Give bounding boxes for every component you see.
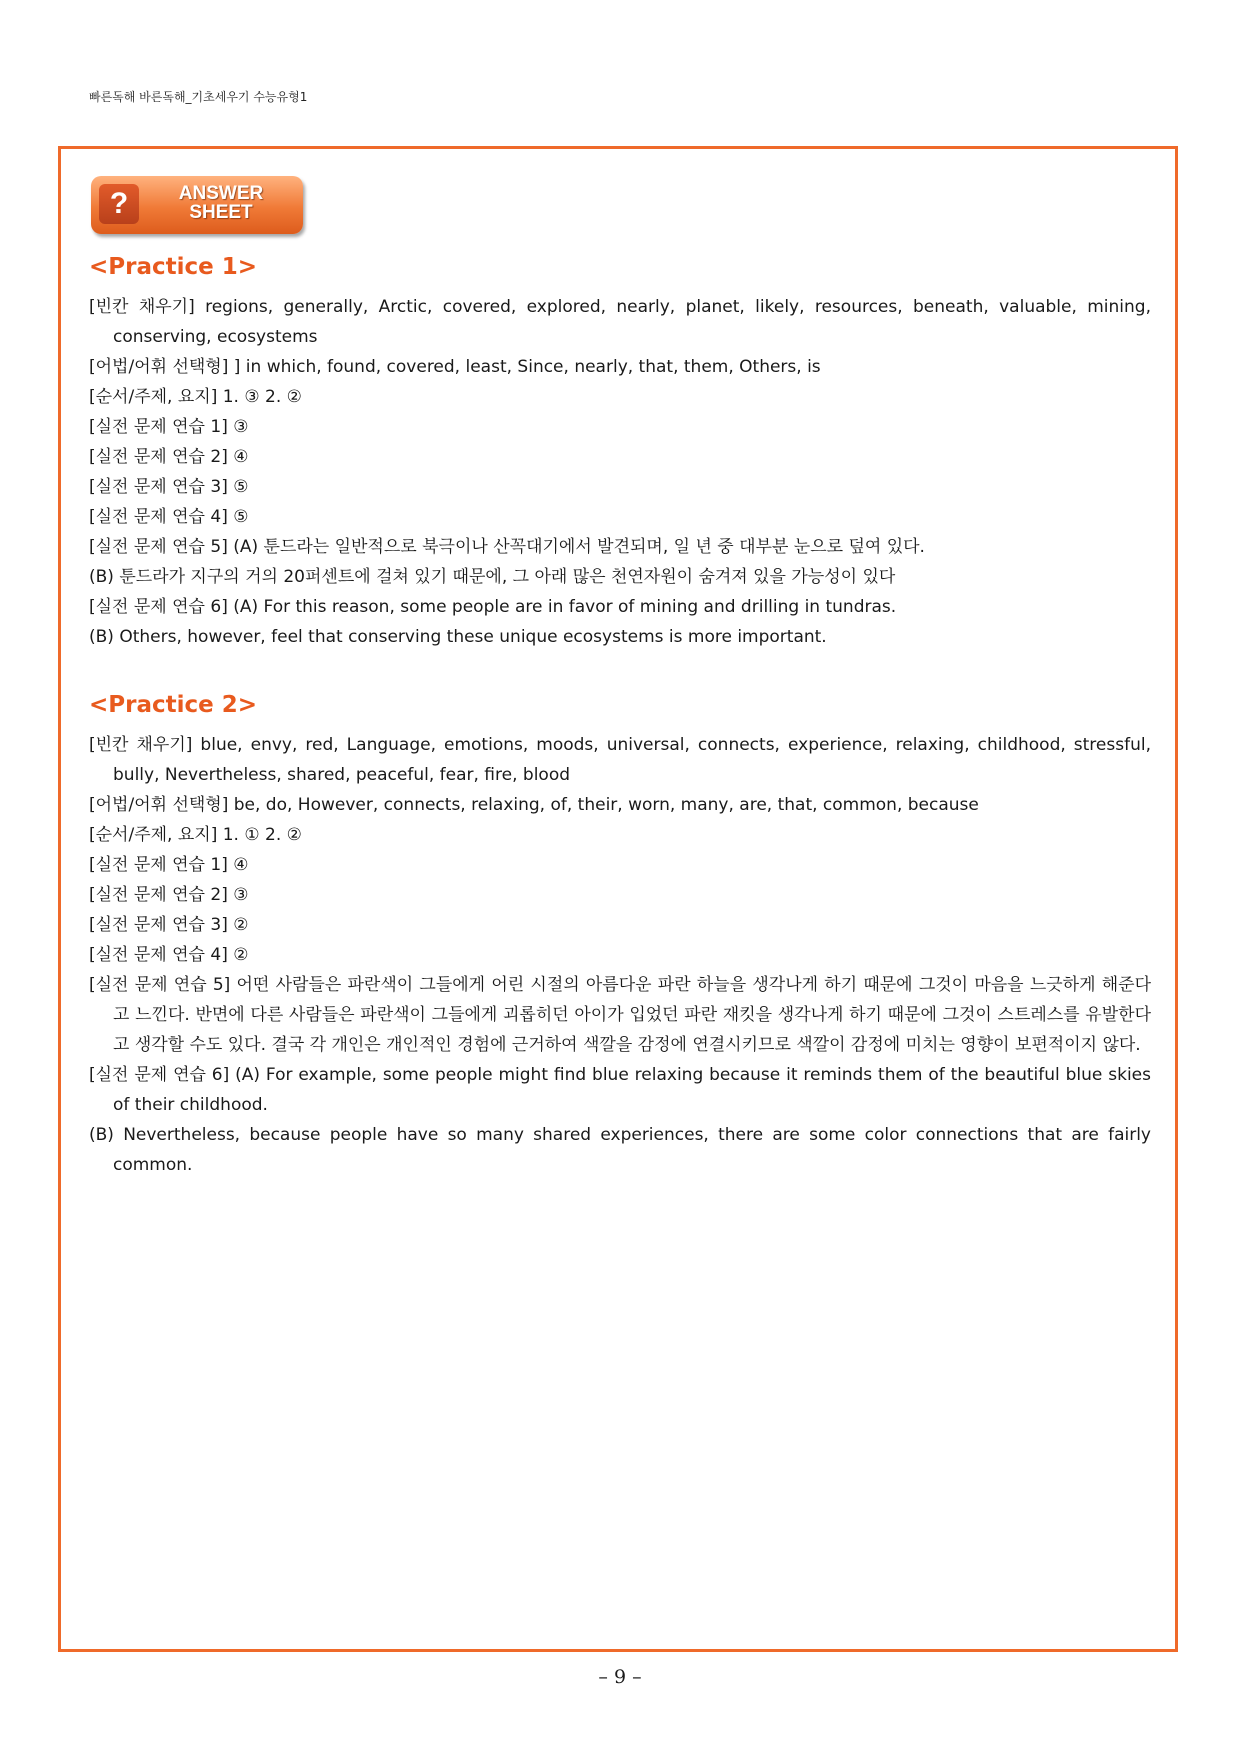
question-mark-icon: ? — [99, 184, 139, 224]
practice-1-content — [89, 292, 1151, 652]
answer-line: [실전 문제 연습 3] ② — [89, 915, 249, 935]
answer-line: [순서/주제, 요지] 1. ① 2. ② — [89, 825, 302, 845]
answer-line: [실전 문제 연습 4] ⑤ — [89, 507, 249, 527]
running-header: 빠른독해 바른독해_기초세우기 수능유형1 — [89, 90, 308, 104]
answer-line: [실전 문제 연습 5] (A) 툰드라는 일반적으로 북극이나 산꼭대기에서 발견되며, 일 년 중 대부분 눈으로 덮여 있다. — [89, 537, 925, 557]
badge-line-2: SHEET — [189, 202, 253, 223]
practice-2-title: <Practice 2> — [89, 692, 258, 718]
answer-line: [실전 문제 연습 4] ② — [89, 945, 249, 965]
answer-line: [실전 문제 연습 1] ④ — [89, 855, 249, 875]
answer-line: (B) Nevertheless, because people have so many shared experiences, there are some color connections that are fairly common. — [89, 1125, 1151, 1175]
answer-line: [순서/주제, 요지] 1. ③ 2. ② — [89, 387, 302, 407]
answer-line: (B) 툰드라가 지구의 거의 20퍼센트에 걸쳐 있기 때문에, 그 아래 많은 천연자원이 숨겨져 있을 가능성이 있다 — [89, 567, 896, 587]
answer-line: [어법/어휘 선택형] ] in which, found, covered, least, Since, nearly, that, them, Others, is — [89, 357, 821, 377]
answer-line: [실전 문제 연습 2] ③ — [89, 885, 249, 905]
answer-line: (B) Others, however, feel that conserving these unique ecosystems is more important. — [89, 627, 827, 647]
badge-label — [147, 184, 295, 222]
practice-1-title: <Practice 1> — [89, 254, 258, 280]
answer-line: [어법/어휘 선택형] be, do, However, connects, relaxing, of, their, worn, many, are, that, common, because — [89, 795, 979, 815]
practice-2-content — [89, 730, 1151, 1180]
answer-line: [실전 문제 연습 6] (A) For this reason, some people are in favor of mining and drilling in tundras. — [89, 597, 897, 617]
answer-line: [빈칸 채우기] blue, envy, red, Language, emotions, moods, universal, connects, experience, relaxing, childhood, stressful, bully, Nevertheless, shared, peaceful, fear, fire, blood — [89, 735, 1151, 785]
badge-line-1: ANSWER — [178, 183, 264, 204]
answer-line: [빈칸 채우기] regions, generally, Arctic, covered, explored, nearly, planet, likely, resources, beneath, valuable, mining, conserving, ecosystems — [89, 297, 1151, 347]
answer-sheet-badge — [91, 176, 305, 238]
answer-line: [실전 문제 연습 1] ③ — [89, 417, 249, 437]
answer-line: [실전 문제 연습 5] 어떤 사람들은 파란색이 그들에게 어린 시절의 아름다운 파란 하늘을 생각나게 하기 때문에 그것이 마음을 느긋하게 해준다고 느낀다. 반면에 다른 사람들은 파란색이 그들에게 괴롭히던 아이가 입었던 파란 재킷을 생각나게 하기 때문에 그것이 스트레스를 유발한다고 생각할 수도 있다. 결국 각 개인은 개인적인 경험에 근거하여 색깔을 감정에 연결시키므로 색깔이 감정에 미치는 영향이 보편적이지 않다. — [89, 975, 1151, 1055]
page-number: – 9 – — [598, 1666, 642, 1688]
answer-line: [실전 문제 연습 2] ④ — [89, 447, 249, 467]
answer-line: [실전 문제 연습 6] (A) For example, some people might find blue relaxing because it reminds them of the beautiful blue skies of their childhood. — [89, 1065, 1151, 1115]
answer-line: [실전 문제 연습 3] ⑤ — [89, 477, 249, 497]
